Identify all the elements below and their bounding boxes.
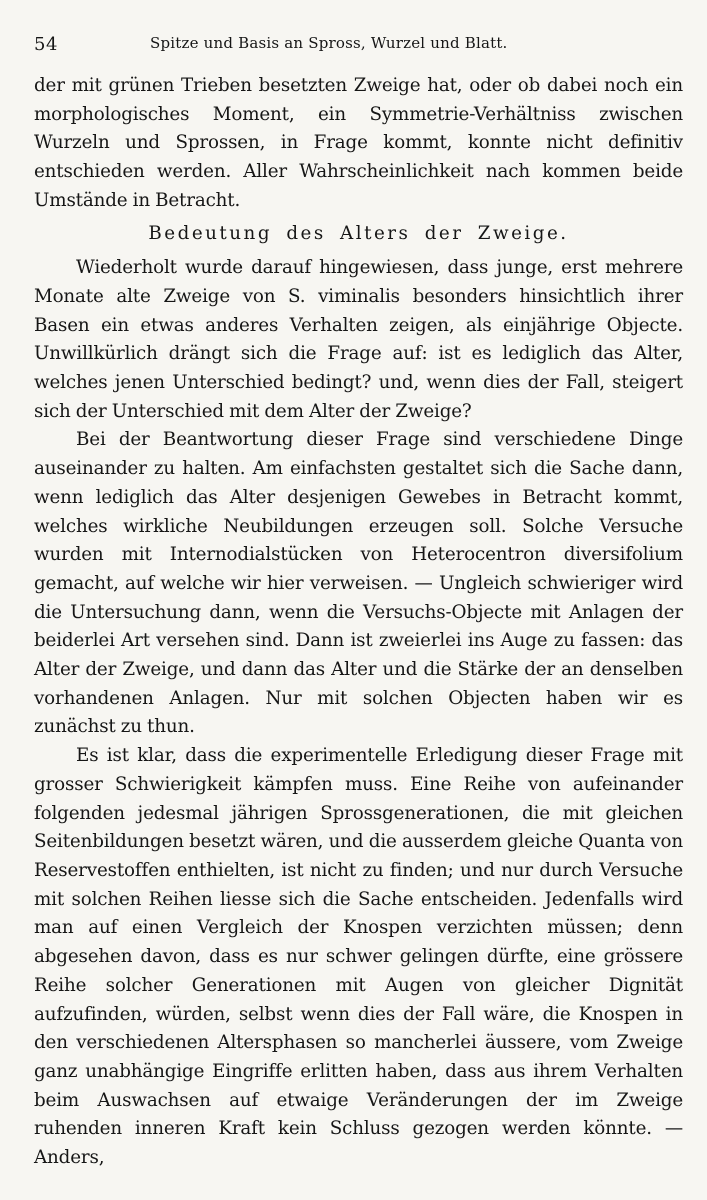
running-title: Spitze und Basis an Spross, Wurzel und Blatt. [150, 34, 508, 52]
paragraph-experimental-difficulty: Es ist klar, dass die experimentelle Erledigung dieser Frage mit grosser Schwierigkeit kämpfen muss. Eine Reihe von aufeinander folgenden jedesmal jährigen Sprossgenerationen, die mit gleichen Seitenbildungen besetzt wären, und die ausserdem gleiche Quanta von Reservestoffen enthielten, ist nicht zu finden; und nur durch Versuche mit solchen Reihen liesse sich die Sache entscheiden. Jedenfalls wird man auf einen Vergleich der Knospen verzichten müssen; denn abgesehen davon, dass es nur schwer gelingen dürfte, eine grössere Reihe solcher Generationen mit Augen von gleicher Dignität aufzufinden, würden, selbst wenn dies der Fall wäre, die Knospen in den verschiedenen Altersphasen so mancherlei äussere, vom Zweige ganz unabhängige Eingriffe erlitten haben, dass aus ihrem Verhalten beim Auswachsen auf etwaige Veränderungen der im Zweige ruhenden inneren Kraft kein Schluss gezogen werden könnte. — Anders, [34, 745, 683, 1169]
paragraph-continuation: der mit grünen Trieben besetzten Zweige hat, oder ob dabei noch ein morphologisches Moment, ein Symmetrie-Verhältniss zwischen Wurzeln und Sprossen, in Frage kommt, konnte nicht definitiv entschieden werden. Aller Wahrscheinlichkeit nach kommen beide Umstände in Betracht. [34, 75, 683, 211]
page-number: 54 [34, 34, 58, 55]
section-heading: Bedeutung des Alters der Zweige. [148, 222, 569, 244]
paragraph-age-question: Wiederholt wurde darauf hingewiesen, dass junge, erst mehrere Monate alte Zweige von S. viminalis besonders hinsichtlich ihrer Basen ein etwas anderes Verhalten zeigen, als einjährige Objecte. Unwillkürlich drängt sich die Frage auf: ist es lediglich das Alter, welches jenen Unterschied bedingt? und, wenn dies der Fall, steigert sich der Unterschied mit dem Alter der Zweige? [34, 257, 683, 422]
running-head [34, 24, 683, 58]
page-body [34, 72, 683, 1173]
paragraph-answer-considerations: Bei der Beantwortung dieser Frage sind verschiedene Dinge auseinander zu halten. Am einfachsten gestaltet sich die Sache dann, wenn lediglich das Alter desjenigen Gewebes in Betracht kommt, welches wirkliche Neubildungen erzeugen soll. Solche Versuche wurden mit Internodialstücken von Heterocentron diversifolium gemacht, auf welche wir hier verweisen. — Ungleich schwieriger wird die Untersuchung dann, wenn die Versuchs-Objecte mit Anlagen der beiderlei Art versehen sind. Dann ist zweierlei ins Auge zu fassen: das Alter der Zweige, und dann das Alter und die Stärke der an denselben vorhandenen Anlagen. Nur mit solchen Objecten haben wir es zunächst zu thun. [34, 429, 683, 738]
